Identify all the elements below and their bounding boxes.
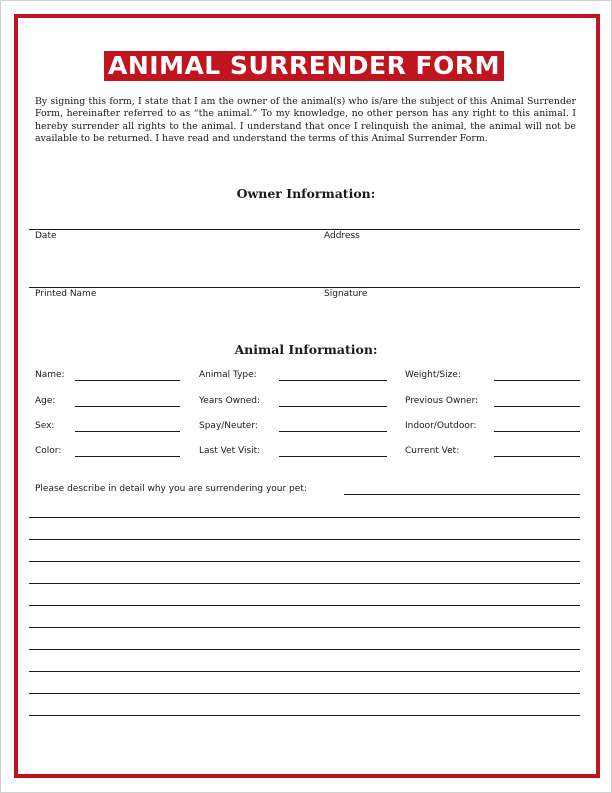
- years-owned-label: Years Owned:: [199, 396, 261, 406]
- owner-row2-line[interactable]: [29, 287, 580, 288]
- name-label: Name:: [35, 370, 65, 380]
- reason-line[interactable]: [29, 517, 580, 518]
- current-vet-field[interactable]: [494, 456, 580, 457]
- sex-field[interactable]: [75, 431, 180, 432]
- owner-info-heading: Owner Information:: [236, 186, 376, 201]
- reason-line[interactable]: [29, 671, 580, 672]
- indoor-outdoor-label: Indoor/Outdoor:: [405, 421, 477, 431]
- reason-line[interactable]: [29, 583, 580, 584]
- current-vet-label: Current Vet:: [405, 446, 460, 456]
- owner-row1-line[interactable]: [29, 229, 580, 230]
- spay-neuter-field[interactable]: [279, 431, 387, 432]
- signature-label: Signature: [324, 289, 368, 299]
- animal-info-heading: Animal Information:: [234, 342, 378, 357]
- previous-owner-label: Previous Owner:: [405, 396, 479, 406]
- intro-paragraph: By signing this form, I state that I am the owner of the animal(s) who is/are the subject of this Animal Surrender Form, hereinafter referred to as “the animal.” To my knowledge, no other person has any right to this animal. I hereby surrender all rights to the animal. I understand that once I relinquish the animal, the animal will not be available to be returned. I have read and understand the terms of this Animal Surrender Form.: [35, 96, 576, 144]
- reason-line[interactable]: [29, 561, 580, 562]
- previous-owner-field[interactable]: [494, 406, 580, 407]
- age-label: Age:: [35, 396, 56, 406]
- reason-line[interactable]: [29, 627, 580, 628]
- weight-size-field[interactable]: [494, 380, 580, 381]
- reason-first-line[interactable]: [344, 494, 580, 495]
- reason-line[interactable]: [29, 539, 580, 540]
- color-field[interactable]: [75, 456, 180, 457]
- reason-line[interactable]: [29, 605, 580, 606]
- date-label: Date: [35, 231, 57, 241]
- animal-type-field[interactable]: [279, 380, 387, 381]
- last-vet-visit-label: Last Vet Visit:: [199, 446, 261, 456]
- printed-name-label: Printed Name: [35, 289, 97, 299]
- form-title: ANIMAL SURRENDER FORM: [104, 51, 504, 81]
- color-label: Color:: [35, 446, 62, 456]
- weight-size-label: Weight/Size:: [405, 370, 461, 380]
- spay-neuter-label: Spay/Neuter:: [199, 421, 258, 431]
- name-field[interactable]: [75, 380, 180, 381]
- reason-line[interactable]: [29, 693, 580, 694]
- age-field[interactable]: [75, 406, 180, 407]
- reason-prompt: Please describe in detail why you are surrendering your pet:: [35, 484, 307, 494]
- last-vet-visit-field[interactable]: [279, 456, 387, 457]
- address-label: Address: [324, 231, 360, 241]
- sex-label: Sex:: [35, 421, 55, 431]
- years-owned-field[interactable]: [279, 406, 387, 407]
- reason-line[interactable]: [29, 715, 580, 716]
- animal-type-label: Animal Type:: [199, 370, 257, 380]
- indoor-outdoor-field[interactable]: [494, 431, 580, 432]
- reason-line[interactable]: [29, 649, 580, 650]
